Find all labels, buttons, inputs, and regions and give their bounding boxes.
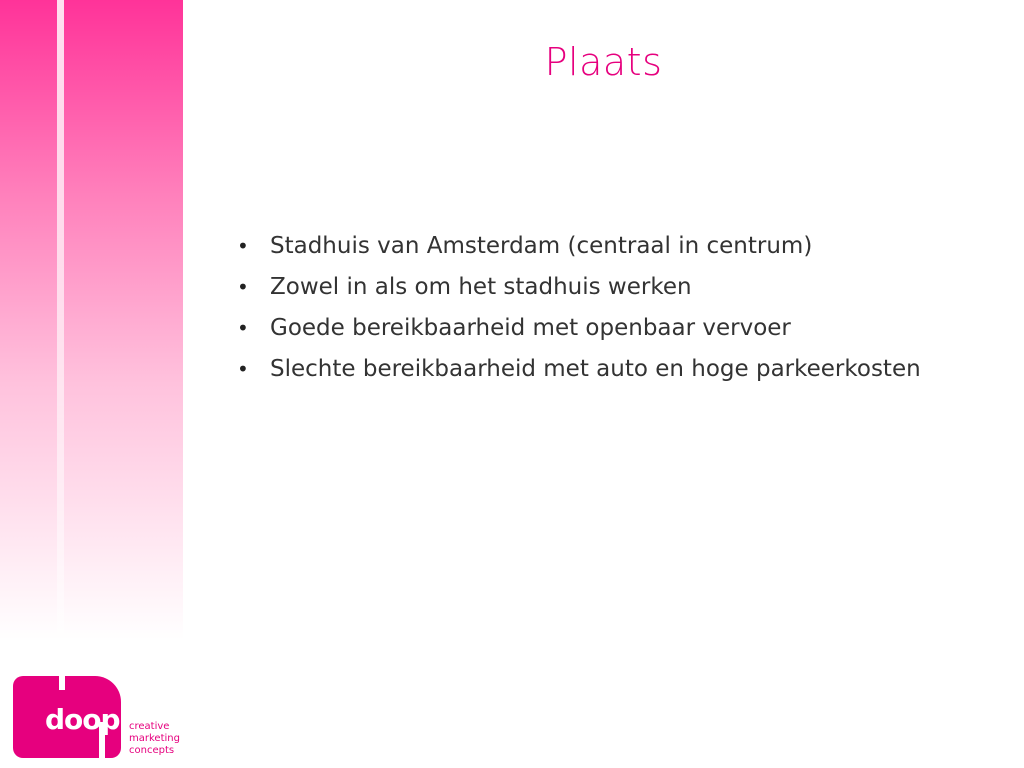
list-item xyxy=(235,349,921,390)
bullet-text: Goede bereikbaarheid met openbaar vervoer xyxy=(270,315,791,341)
tagline-line: concepts xyxy=(129,745,175,756)
tagline-line: creative xyxy=(129,721,170,732)
decorative-band-line xyxy=(57,0,64,640)
logo-wordmark: doop xyxy=(45,703,120,736)
slide-title: Plaats xyxy=(544,40,663,84)
bullet-text: Stadhuis van Amsterdam (centraal in centrum) xyxy=(270,233,813,259)
logo-notch xyxy=(59,676,65,690)
bullet-icon: • xyxy=(237,275,249,299)
list-item xyxy=(235,226,921,267)
bullet-icon: • xyxy=(237,234,249,258)
tagline-line: marketing xyxy=(129,733,180,744)
bullet-text: Zowel in als om het stadhuis werken xyxy=(270,274,692,300)
logo-tagline xyxy=(129,721,180,757)
bullet-text: Slechte bereikbaarheid met auto en hoge parkeerkosten xyxy=(270,356,921,382)
bullet-icon: • xyxy=(237,357,249,381)
bullet-icon: • xyxy=(237,316,249,340)
list-item xyxy=(235,267,921,308)
bullet-list xyxy=(235,226,921,390)
decorative-side-band xyxy=(0,0,183,640)
doop-logo xyxy=(13,676,121,758)
list-item xyxy=(235,308,921,349)
